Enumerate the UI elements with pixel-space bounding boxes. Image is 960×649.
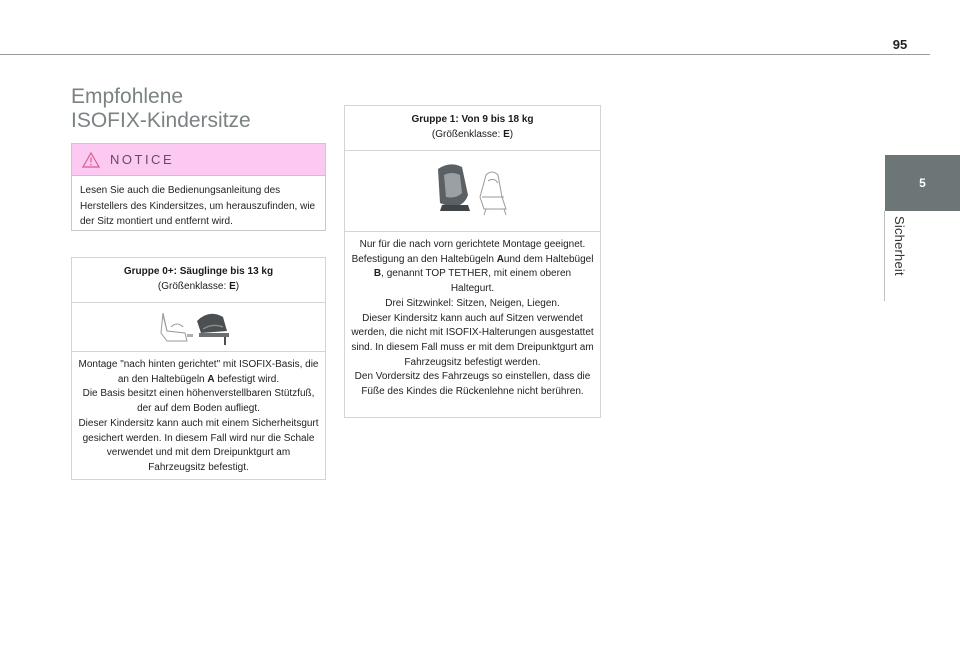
chapter-label: Sicherheit (892, 216, 907, 276)
chapter-tab[interactable] (885, 155, 960, 211)
group-0-paragraph-2: Die Basis besitzt einen höhenverstellbaren Stützfuß, der auf dem Boden aufliegt. (82, 388, 315, 415)
group-1-title: Gruppe 1: Von 9 bis 18 kg (411, 114, 534, 125)
group-0-size: (Größenklasse: E) (157, 281, 240, 292)
title-line-1: Empfohlene (71, 85, 184, 108)
group-0-header (72, 258, 325, 303)
header-divider (0, 54, 930, 55)
group-1-paragraph-4: Den Vordersitz des Fahrzeugs so einstellen, dass die Füße des Kindes die Rückenlehne nicht berühren. (354, 371, 591, 398)
group-0-card (71, 257, 326, 480)
group-0-title: Gruppe 0+: Säuglinge bis 13 kg (123, 266, 274, 277)
group-1-description (345, 232, 600, 400)
notice-header (72, 144, 325, 176)
notice-box (71, 143, 326, 231)
group-1-size: (Größenklasse: E) (431, 129, 514, 140)
group-1-card (344, 105, 601, 418)
notice-text: Lesen Sie auch die Bedienungsanleitung des Herstellers des Kindersitzes, um herauszufinden, wie der Sitz montiert und entfernt wird. (80, 185, 316, 227)
warning-icon (82, 152, 100, 168)
child-seat-isofix-icon (428, 161, 518, 221)
group-0-paragraph-1: Montage "nach hinten gerichtet" mit ISOFIX-Basis, die an den Haltebügeln A befestigt wird. (78, 359, 319, 385)
group-1-header (345, 106, 600, 151)
chapter-number: 5 (919, 176, 926, 190)
group-0-image (72, 303, 325, 352)
group-1-paragraph-2: Drei Sitzwinkel: Sitzen, Neigen, Liegen. (385, 297, 560, 309)
group-0-paragraph-3: Dieser Kindersitz kann auch mit einem Sicherheitsgurt gesichert werden. In diesem Fall wird nur die Schale verwendet und mit dem Dreipunktgurt am Fahrzeugsitz befestigt. (78, 417, 319, 473)
chapter-divider (884, 211, 885, 301)
page-number: 95 (892, 37, 908, 52)
baby-seat-isofix-icon (157, 307, 241, 347)
group-1-image (345, 151, 600, 232)
group-1-paragraph-1: Nur für die nach vorn gerichtete Montage geeignet. Befestigung an den Haltebügeln Aund dem Haltebügel B, genannt TOP TETHER, mit einem oberen Haltegurt. (351, 239, 594, 295)
title-line-2: ISOFIX-Kindersitze (71, 109, 251, 132)
group-0-description (72, 352, 325, 476)
page-title (71, 85, 251, 133)
notice-title: NOTICE (110, 152, 175, 167)
group-1-paragraph-3: Dieser Kindersitz kann auch auf Sitzen verwendet werden, die nicht mit ISOFIX-Halterungen ausgestattet sind. In diesem Fall muss er mit dem Dreipunktgurt am Fahrzeugsitz befestigt werden. (351, 312, 594, 368)
